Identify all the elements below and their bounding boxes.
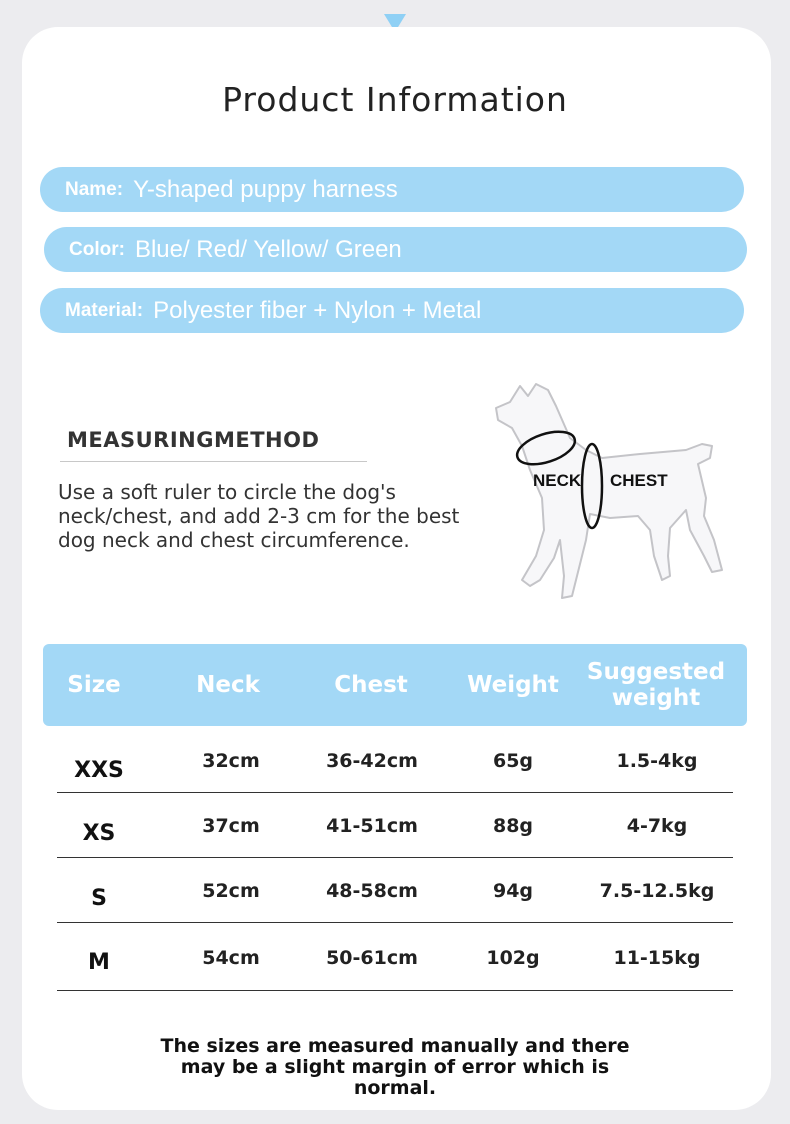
table-row xyxy=(57,859,733,923)
row-divider xyxy=(57,922,733,923)
size-note xyxy=(0,1036,790,1099)
table-row xyxy=(57,729,733,793)
header-size: Size xyxy=(67,672,121,698)
cell-chest: 36-42cm xyxy=(326,750,418,772)
cell-suggested-weight: 7.5-12.5kg xyxy=(599,880,715,902)
cell-size: XS xyxy=(82,820,116,846)
header-chest: Chest xyxy=(334,672,408,698)
page-title: Product Information xyxy=(222,80,568,119)
info-pill-color xyxy=(44,227,747,272)
cell-suggested-weight: 1.5-4kg xyxy=(616,750,698,772)
info-value: Polyester fiber + Nylon + Metal xyxy=(153,296,482,324)
cell-suggested-weight: 4-7kg xyxy=(626,815,688,837)
info-value: Y-shaped puppy harness xyxy=(133,175,398,203)
cell-weight: 102g xyxy=(486,946,540,969)
size-note-text: The sizes are measured manually and there may be a slight margin of error which is normal. xyxy=(160,1035,630,1099)
cell-chest: 50-61cm xyxy=(326,946,418,969)
info-value: Blue/ Red/ Yellow/ Green xyxy=(134,235,402,263)
measuring-heading: MEASURINGMETHOD xyxy=(67,428,320,452)
cell-suggested-weight: 11-15kg xyxy=(613,946,701,969)
header-neck: Neck xyxy=(196,672,260,698)
cell-neck: 54cm xyxy=(202,946,260,969)
header-suggested-weight: Suggested weight xyxy=(586,659,726,711)
info-pill-name xyxy=(40,167,744,212)
cell-neck: 32cm xyxy=(202,750,260,772)
info-label: Name: xyxy=(65,178,124,200)
cell-weight: 65g xyxy=(492,750,534,772)
cell-weight: 94g xyxy=(492,880,534,902)
header-weight: Weight xyxy=(467,672,559,698)
row-divider xyxy=(57,857,733,858)
neck-label: NECK xyxy=(533,471,582,490)
cell-neck: 37cm xyxy=(202,815,260,837)
cell-neck: 52cm xyxy=(202,880,260,902)
row-divider xyxy=(57,990,733,991)
size-table-header xyxy=(43,644,747,726)
row-divider xyxy=(57,792,733,793)
table-row xyxy=(57,924,733,991)
info-label: Material: xyxy=(65,299,144,321)
measuring-text: Use a soft ruler to circle the dog's neck/chest, and add 2-3 cm for the best dog neck and chest circumference. xyxy=(58,480,460,552)
cell-size: M xyxy=(88,950,110,975)
cell-weight: 88g xyxy=(492,815,534,837)
info-label: Color: xyxy=(69,238,125,260)
cell-size: XXS xyxy=(74,757,124,783)
info-pill-material xyxy=(40,288,744,333)
measuring-divider xyxy=(60,461,367,462)
dog-measure-illustration xyxy=(490,380,730,605)
cell-chest: 48-58cm xyxy=(326,880,418,902)
dog-outline-icon xyxy=(496,384,722,598)
chest-label: CHEST xyxy=(610,471,668,490)
cell-chest: 41-51cm xyxy=(326,815,418,837)
table-row xyxy=(57,794,733,858)
cell-size: S xyxy=(91,885,107,911)
